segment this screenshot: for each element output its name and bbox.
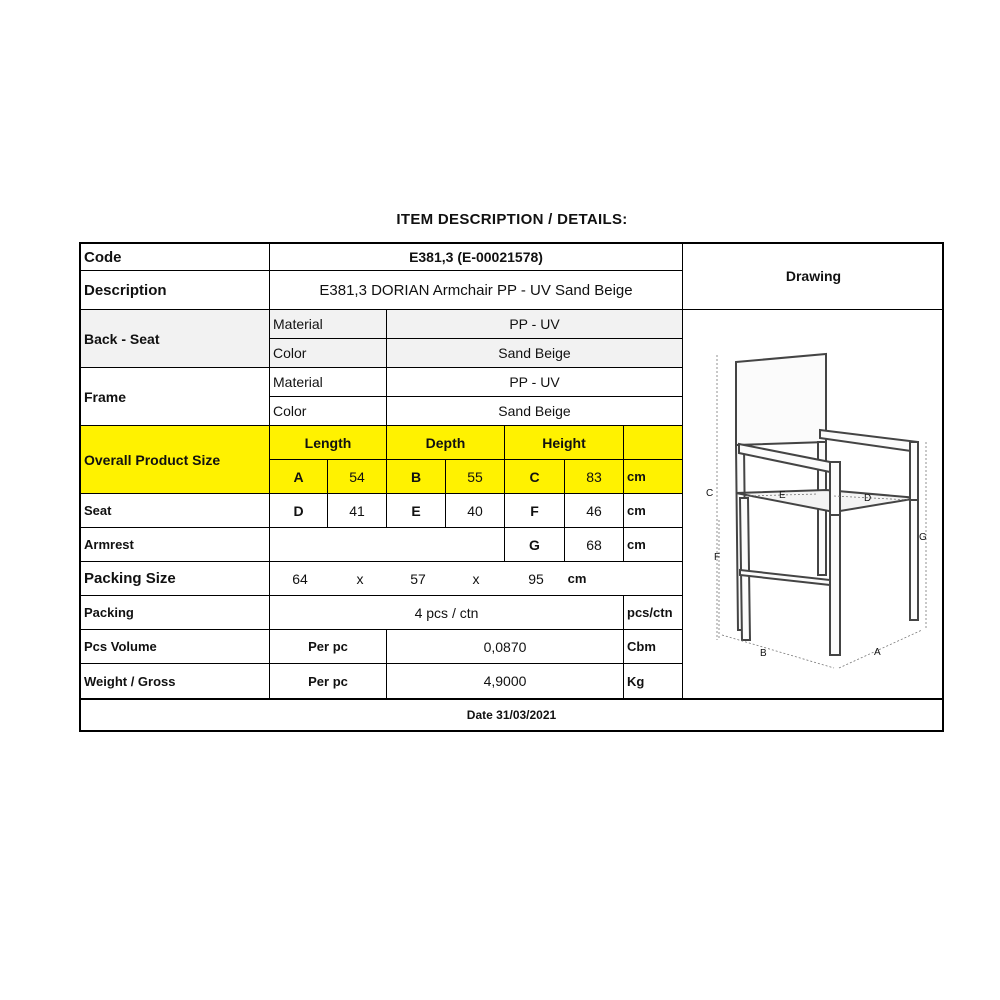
dim-e-value: 40: [446, 494, 505, 528]
drawing-header: Drawing: [683, 244, 944, 310]
back-seat-label: Back - Seat: [81, 310, 270, 368]
dim-g-value: 68: [565, 528, 624, 562]
dim-a-value: 54: [328, 460, 387, 494]
frame-color-value: Sand Beige: [387, 397, 683, 426]
frame-material-value: PP - UV: [387, 368, 683, 397]
back-seat-material-label: Material: [270, 310, 387, 339]
packing-size-unit: cm: [567, 571, 587, 586]
depth-header: Depth: [387, 426, 505, 460]
dim-c-letter: C: [505, 460, 565, 494]
dim-f-letter: F: [505, 494, 565, 528]
weight-label: Weight / Gross: [81, 664, 270, 699]
weight-value: 4,9000: [387, 664, 624, 699]
frame-label: Frame: [81, 368, 270, 426]
pcs-volume-value: 0,0870: [387, 630, 624, 664]
packing-size-length: 64: [292, 570, 308, 587]
packing-size-x1: x: [356, 570, 364, 587]
packing-label: Packing: [81, 596, 270, 630]
length-header: Length: [270, 426, 387, 460]
packing-size-label: Packing Size: [81, 562, 270, 596]
packing-size-height: 95: [528, 570, 544, 587]
drawing-letter-c: C: [706, 488, 714, 499]
dim-g-letter: G: [505, 528, 565, 562]
code-label: Code: [81, 244, 270, 271]
armrest-blank: [270, 528, 505, 562]
description-value: E381,3 DORIAN Armchair PP - UV Sand Beige: [270, 271, 683, 310]
dim-c-value: 83: [565, 460, 624, 494]
back-seat-color-value: Sand Beige: [387, 339, 683, 368]
frame-material-label: Material: [270, 368, 387, 397]
packing-size-width: 57: [410, 570, 426, 587]
dim-e-letter: E: [387, 494, 446, 528]
description-label: Description: [81, 271, 270, 310]
overall-unit: cm: [624, 460, 683, 494]
packing-value: 4 pcs / ctn: [270, 596, 624, 630]
code-value: E381,3 (E-00021578): [270, 244, 683, 271]
height-header: Height: [505, 426, 624, 460]
frame-color-label: Color: [270, 397, 387, 426]
armrest-unit: cm: [624, 528, 683, 562]
pcs-volume-unit: Cbm: [624, 630, 683, 664]
drawing-letter-a: A: [874, 647, 881, 658]
dim-d-letter: D: [270, 494, 328, 528]
weight-per: Per pc: [270, 664, 387, 699]
packing-size-x2: x: [472, 570, 480, 587]
overall-size-label: Overall Product Size: [81, 426, 270, 494]
item-details-table: [79, 242, 944, 732]
page-title: ITEM DESCRIPTION / DETAILS:: [396, 211, 628, 228]
seat-unit: cm: [624, 494, 683, 528]
pcs-volume-per: Per pc: [270, 630, 387, 664]
back-seat-material-value: PP - UV: [387, 310, 683, 339]
dim-a-letter: A: [270, 460, 328, 494]
drawing-letter-d: D: [864, 493, 872, 504]
packing-unit: pcs/ctn: [624, 596, 683, 630]
dim-b-letter: B: [387, 460, 446, 494]
dim-d-value: 41: [328, 494, 387, 528]
weight-unit: Kg: [624, 664, 683, 699]
dim-b-value: 55: [446, 460, 505, 494]
armrest-label: Armrest: [81, 528, 270, 562]
packing-size-values: [270, 562, 683, 596]
drawing-letter-b: B: [760, 648, 767, 659]
pcs-volume-label: Pcs Volume: [81, 630, 270, 664]
dim-f-value: 46: [565, 494, 624, 528]
drawing-letter-e: E: [779, 490, 786, 501]
seat-label: Seat: [81, 494, 270, 528]
chair-drawing: [684, 310, 944, 700]
date-footer: Date 31/03/2021: [81, 699, 942, 730]
chair-outline: [736, 354, 918, 655]
drawing-letter-f: F: [714, 552, 721, 563]
drawing-letter-g: G: [919, 532, 927, 543]
back-seat-color-label: Color: [270, 339, 387, 368]
overall-header-blank: [624, 426, 683, 460]
